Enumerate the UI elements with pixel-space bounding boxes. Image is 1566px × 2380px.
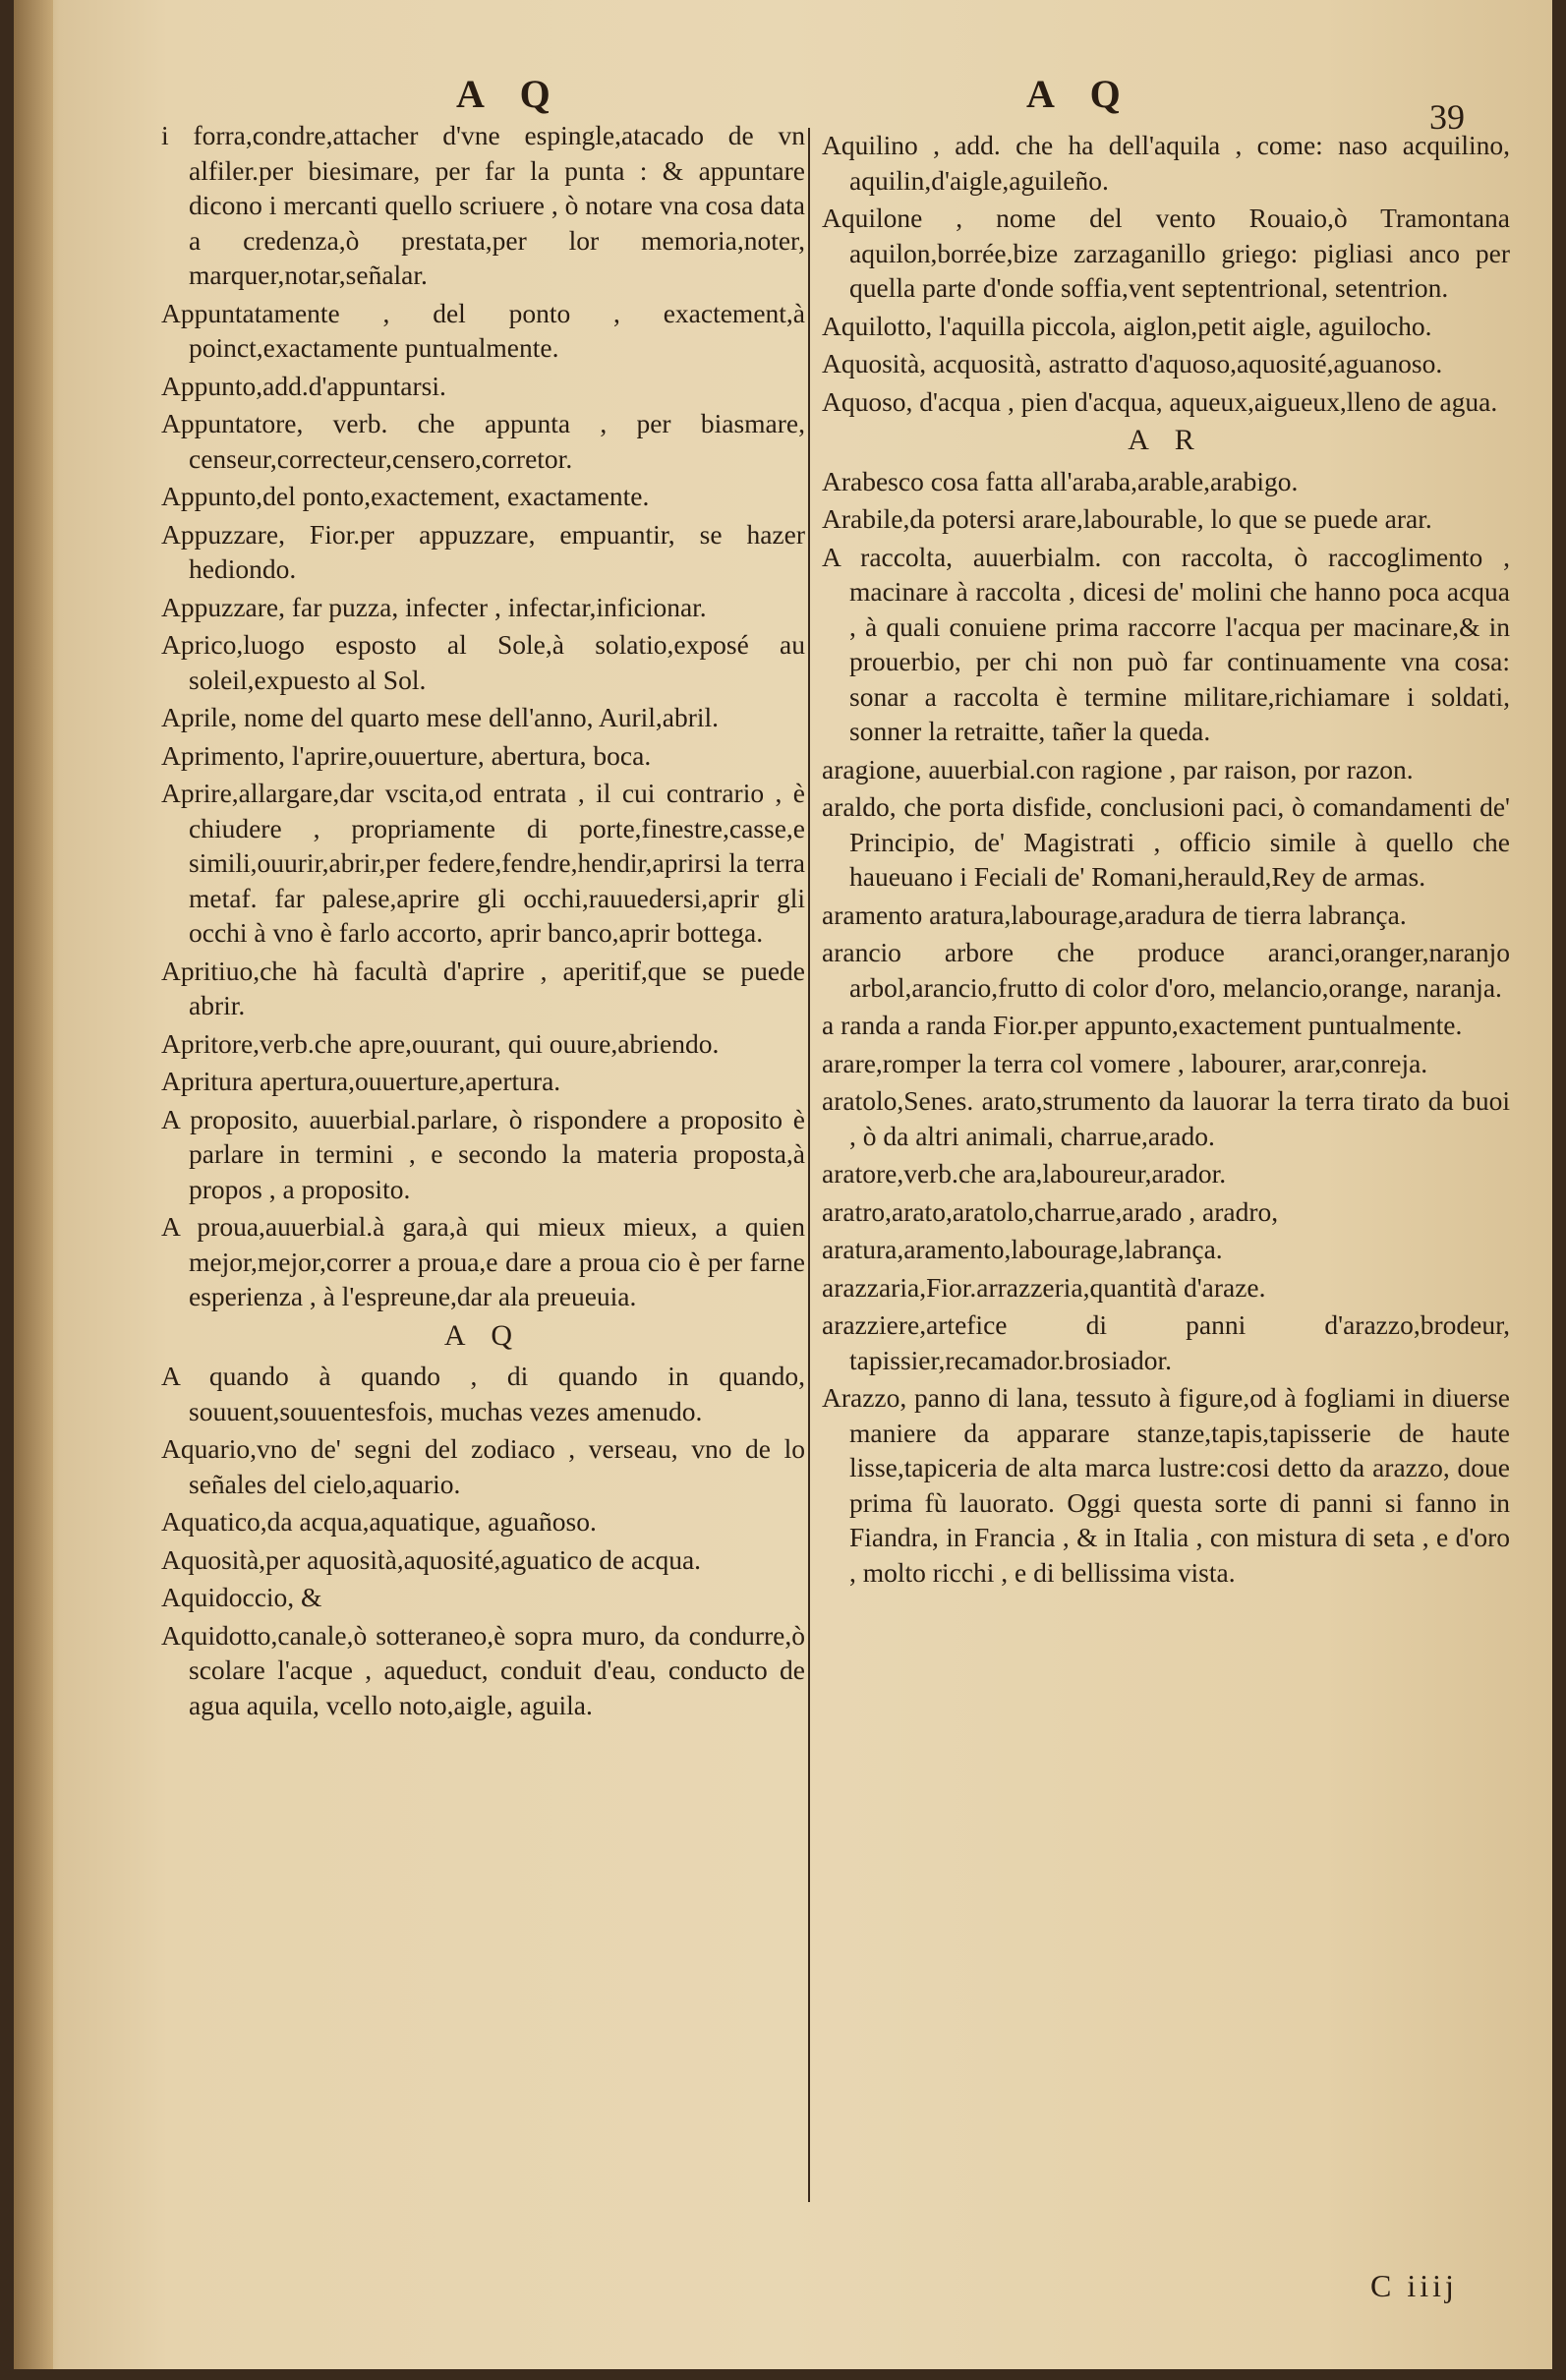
book-page bbox=[14, 0, 1552, 2369]
dictionary-entry: aratore,verb.che ara,laboureur,arador. bbox=[822, 1158, 1227, 1189]
dictionary-entry: arazzaria,Fior.arrazzeria,quantità d'araze. bbox=[822, 1271, 1266, 1303]
dictionary-entry: Aprico,luogo esposto al Sole,à solatio,exposé au soleil,expuesto al Sol. bbox=[161, 629, 805, 695]
dictionary-entry: Aquosità,per aquosità,aquosité,aguatico de acqua. bbox=[161, 1543, 702, 1575]
left-column bbox=[161, 118, 805, 1725]
dictionary-entry: A raccolta, auuerbialm. con raccolta, ò raccoglimento , macinare à raccolta , dicesi de' molini che hanno poca acqua , à quali conuiene prima raccorre l'acqua per macinare,& in prouerbio, per chi non può far continuamente vna cosa: sonar a raccolta è termine militare,richiamare i soldati, sonner la retraitte, tañer la queda. bbox=[822, 541, 1510, 746]
dictionary-entry: aratro,arato,aratolo,charrue,arado , aradro, bbox=[822, 1195, 1279, 1227]
dictionary-entry: Appuntatore, verb. che appunta , per biasmare, censeur,correcteur,censero,corretor. bbox=[161, 408, 805, 474]
dictionary-entry: Appuzzare, Fior.per appuzzare, empuantir, se hazer hediondo. bbox=[161, 518, 805, 584]
left-entries bbox=[161, 118, 805, 1314]
left-entries-2 bbox=[161, 1359, 805, 1722]
dictionary-entry: Appunto,del ponto,exactement, exactamente. bbox=[161, 481, 650, 511]
dictionary-entry: Aquidoccio, & bbox=[161, 1582, 322, 1612]
dictionary-entry: Aprire,allargare,dar vscita,od entrata , il cui contrario , è chiudere , propriamente di porte,finestre,casse,e simili,ouurir,abrir,per federe,fendre,hendir,aprirsi la terra metaf. far palese,aprire gli occhi,rauuedersi,aprir gli occhi à vno è farlo accorto, aprir banco,aprir bottega. bbox=[161, 778, 805, 948]
dictionary-entry: arazziere,artefice di panni d'arazzo,brodeur, tapissier,recamador.brosiador. bbox=[822, 1309, 1510, 1375]
dictionary-entry: aramento aratura,labourage,aradura de tierra labrança. bbox=[822, 899, 1407, 930]
right-entries bbox=[822, 128, 1510, 419]
dictionary-entry: arancio arbore che produce aranci,oranger,naranjo arbol,arancio,frutto di color d'oro, melancio,orange, naranja. bbox=[822, 937, 1510, 1003]
dictionary-entry: A quando à quando , di quando in quando, souuent,souuentesfois, muchas vezes amenudo. bbox=[161, 1361, 805, 1426]
dictionary-entry: Aquidotto,canale,ò sotteraneo,è sopra muro, da condurre,ò scolare l'acque , aqueduct, conduit d'eau, conducto de agua aquila, vcello noto,aigle, aguila. bbox=[161, 1619, 805, 1720]
dictionary-entry: Appunto,add.d'appuntarsi. bbox=[161, 370, 446, 401]
column-rule bbox=[808, 128, 810, 2202]
right-column bbox=[822, 128, 1510, 1593]
dictionary-entry: Aquosità, acquosità, astratto d'aquoso,aquosité,aguanoso. bbox=[822, 348, 1443, 378]
dictionary-entry: Apritiuo,che hà facultà d'aprire , aperitif,que se puede abrir. bbox=[161, 955, 805, 1020]
dictionary-entry: aratolo,Senes. arato,strumento da lauorar la terra tirato da buoi , ò da altri animali, charrue,arado. bbox=[822, 1085, 1510, 1151]
section-heading-aq: A Q bbox=[443, 1318, 523, 1352]
dictionary-entry: Aquilino , add. che ha dell'aquila , come: naso acquilino, aquilin,d'aigle,aguileño. bbox=[822, 130, 1510, 196]
signature-mark: C iiij bbox=[1370, 2268, 1458, 2303]
dictionary-entry: Appuzzare, far puzza, infecter , infectar,inficionar. bbox=[161, 591, 707, 622]
section-heading-ar: A R bbox=[1128, 424, 1204, 456]
dictionary-entry: Arabile,da potersi arare,labourable, lo que se puede arar. bbox=[822, 503, 1432, 534]
dictionary-entry: aragione, auuerbial.con ragione , par raison, por razon. bbox=[822, 753, 1414, 784]
dictionary-entry: A proposito, auuerbial.parlare, ò rispondere a proposito è parlare in termini , e secondo la materia proposta,à propos , a proposito. bbox=[161, 1103, 805, 1204]
dictionary-entry: Aprimento, l'aprire,ouuerture, abertura, boca. bbox=[161, 739, 652, 771]
dictionary-entry: Aquilone , nome del vento Rouaio,ò Tramontana aquilon,borrée,bize zarzaganillo griego: pigliasi anco per quella parte d'onde soffia,vent septentrional, setentrion. bbox=[822, 203, 1510, 303]
dictionary-entry: Aquario,vno de' segni del zodiaco , verseau, vno de lo señales del cielo,aquario. bbox=[161, 1433, 805, 1499]
dictionary-entry: Arazzo, panno di lana, tessuto à figure,od à fogliami in diuerse maniere da apparare stanze,tapis,tapisserie de haute lisse,tapiceria de alta marca lustre:cosi detto da arazzo, doue prima fù lauorato. Oggi questa sorte di panni si fanno in Fiandra, in Francia , & in Italia , con mistura di seta , e d'oro , molto ricchi , e di bellissima vista. bbox=[822, 1382, 1510, 1588]
dictionary-entry: Aquilotto, l'aquilla piccola, aiglon,petit aigle, aguilocho. bbox=[822, 310, 1432, 341]
dictionary-entry: Aquoso, d'acqua , pien d'acqua, aqueux,aigueux,lleno de agua. bbox=[822, 385, 1498, 417]
dictionary-entry: Aprile, nome del quarto mese dell'anno, Auril,abril. bbox=[161, 702, 720, 732]
dictionary-entry: Appuntatamente , del ponto , exactement,à poinct,exactamente puntualmente. bbox=[161, 297, 805, 363]
right-entries-2 bbox=[822, 464, 1510, 1591]
right-running-head: A Q bbox=[1026, 72, 1134, 116]
dictionary-entry: Aquatico,da acqua,aquatique, aguañoso. bbox=[161, 1506, 597, 1537]
dictionary-entry: arare,romper la terra col vomere , labourer, arar,conreja. bbox=[822, 1047, 1428, 1078]
dictionary-entry: i forra,condre,attacher d'vne espingle,atacado de vn alfiler.per biesimare, per far la punta : & appuntare dicono i mercanti quello scriuere , ò notare vna cosa data a credenza,ò prestata,per lor memoria,noter, marquer,notar,señalar. bbox=[161, 120, 805, 290]
left-running-head: A Q bbox=[456, 72, 564, 116]
page-number: 39 bbox=[1429, 97, 1465, 137]
dictionary-entry: araldo, che porta disfide, conclusioni paci, ò comandamenti de' Principio, de' Magistrati , officio simile à quello che haueuano i Feciali de' Romani,herauld,Rey de armas. bbox=[822, 791, 1510, 892]
dictionary-entry: Apritore,verb.che apre,ouurant, qui ouure,abriendo. bbox=[161, 1027, 720, 1059]
dictionary-entry: Arabesco cosa fatta all'araba,arable,arabigo. bbox=[822, 465, 1299, 496]
dictionary-entry: aratura,aramento,labourage,labrança. bbox=[822, 1234, 1223, 1264]
dictionary-entry: A proua,auuerbial.à gara,à qui mieux mieux, a quien mejor,mejor,correr a proua,e dare a proua cio è per farne esperienza , à l'espreune,dar ala preueuia. bbox=[161, 1211, 805, 1311]
binding-gutter bbox=[14, 0, 53, 2369]
dictionary-entry: Apritura apertura,ouuerture,apertura. bbox=[161, 1066, 561, 1096]
dictionary-entry: a randa a randa Fior.per appunto,exactement puntualmente. bbox=[822, 1010, 1463, 1040]
